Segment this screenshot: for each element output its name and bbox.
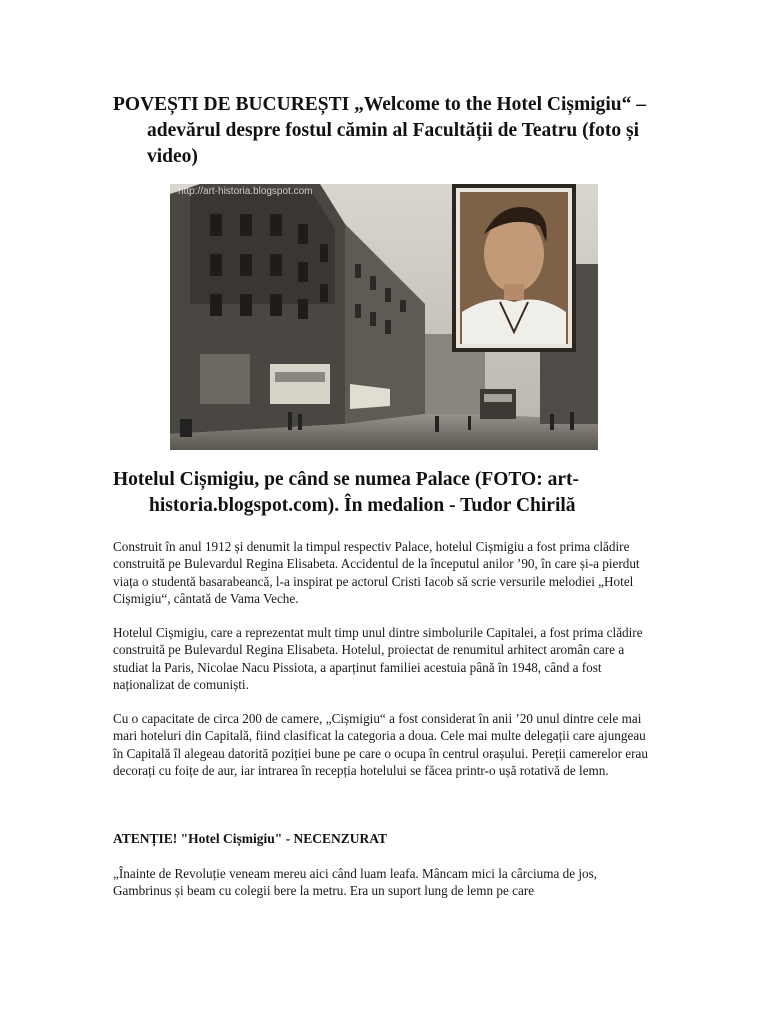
quote-paragraph: „Înainte de Revoluție veneam mereu aici când luam leafa. Mâncam mici la cârciuma de jos, Gambrinus și beam cu colegii bere la metru. Era un suport lung de lemn pe care — [113, 866, 598, 899]
article-title: POVEȘTI DE BUCUREȘTI „Welcome to the Hotel Cișmigiu“ – adevărul despre fostul cămin al Facultății de Teatru (foto și video) — [113, 94, 647, 167]
paragraph: Hotelul Cișmigiu, care a reprezentat mult timp unul dintre simbolurile Capitalei, a fost prima clădire construită pe Bulevardul Regina Elisabeta. Hotelul, proiectat de renumitul arhitect aromân care a studiat la Paris, Nicolae Nacu Pissiota, a aparținut familiei acestuia până în 1948, când a fost naționalizat de comuniști. — [113, 625, 643, 693]
article-photo — [170, 184, 598, 450]
historic-street-photo — [170, 184, 598, 450]
photo-caption: Hotelul Cișmigiu, pe când se numea Palace (FOTO: art-historia.blogspot.com). În medalion - Tudor Chirilă — [113, 469, 579, 516]
paragraph: Cu o capacitate de circa 200 de camere, „Cișmigiu“ a fost considerat în anii ’20 unul dintre cele mai mari hoteluri din Capitală, fiind clasificat la categoria a doua. Cele mai multe delegații care ajungeau în Capitală îl alegeau datorită poziției bune pe care o ocupa în centrul orașului. Pereții camerelor erau decorați cu foițe de aur, iar intrarea în recepția hotelului se făcea printr-o ușă rotativă de lemn. — [113, 711, 648, 779]
photo-watermark: http://art-historia.blogspot.com — [178, 186, 313, 197]
paragraph: Construit în anul 1912 și denumit la timpul respectiv Palace, hotelul Cișmigiu a fost prima clădire construită pe Bulevardul Regina Elisabeta. Accidentul de la începutul anilor ’90, în care și-a pierdut viața o studentă basarabeancă, l-a inspirat pe actorul Cristi Iacob să scrie versurile melodiei „Hotel Cișmigiu“, cântată de Vama Veche. — [113, 539, 640, 607]
section-subheading: ATENȚIE! "Hotel Cișmigiu" - NECENZURAT — [113, 831, 388, 846]
